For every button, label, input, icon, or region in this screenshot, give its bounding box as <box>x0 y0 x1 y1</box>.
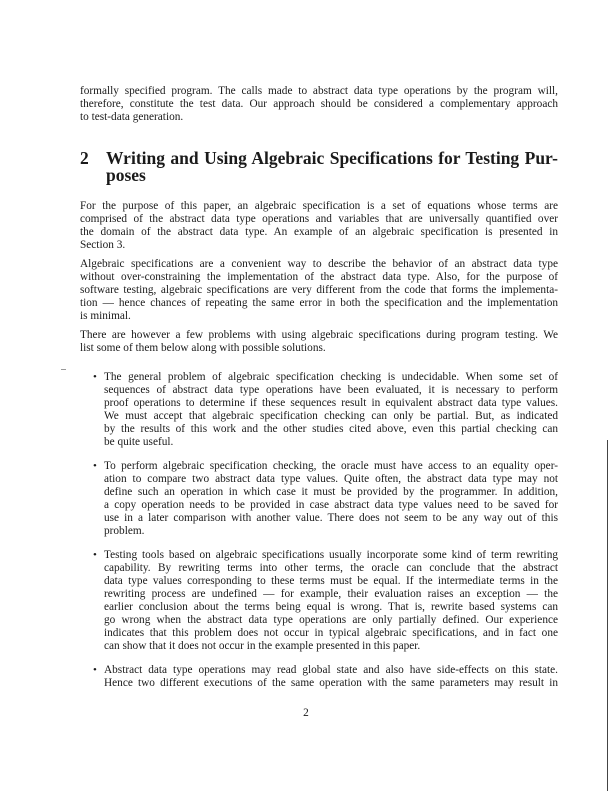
bullet-list <box>80 371 558 690</box>
scan-mark <box>61 369 66 370</box>
text-line: define such an operation in which case it must be provided by the programmer. In addition, <box>104 486 558 498</box>
list-item <box>80 664 558 690</box>
text-line: The general problem of algebraic specification checking is undecidable. When some set of <box>104 371 558 383</box>
text-line: For the purpose of this paper, an algebraic specification is a set of equations whose terms are <box>80 200 558 212</box>
paragraph <box>80 200 558 252</box>
text-line: the domain of the abstract data type. An example of an algebraic specification is presented in <box>80 226 558 238</box>
text-line: to test-data generation. <box>80 111 184 123</box>
section-number: 2 <box>80 148 89 168</box>
text-line: be quite useful. <box>104 436 174 448</box>
list-item <box>80 460 558 538</box>
text-line: formally specified program. The calls made to abstract data type operations by the program will, <box>80 85 558 97</box>
text-line: software testing, algebraic specifications are very different from the code that forms the implementa- <box>80 284 558 296</box>
text-line: can show that it does not occur in the example presented in this paper. <box>104 640 421 652</box>
text-line: Testing tools based on algebraic specifications usually incorporate some kind of term rewriting <box>104 549 558 561</box>
text-line: therefore, constitute the test data. Our approach should be considered a complementary approach <box>80 98 558 110</box>
section-heading <box>80 150 558 184</box>
text-line: To perform algebraic specification checking, the oracle must have access to an equality oper- <box>104 460 558 472</box>
text-line: use in a later comparison with another value. There does not seem to be any way out of this <box>104 512 558 524</box>
list-item <box>80 549 558 653</box>
text-line: is minimal. <box>80 310 131 322</box>
text-line: ation to compare two abstract data type values. Quite often, the abstract data type may not <box>104 473 558 485</box>
text-line: without over-constraining the implementation of the abstract data type. Also, for the purpose of <box>80 271 558 283</box>
text-line: capability. By rewriting terms into other terms, the oracle can conclude that the abstract <box>104 562 558 574</box>
text-line: We must accept that algebraic specification checking can only be partial. But, as indicated <box>104 410 558 422</box>
paragraph <box>80 258 558 323</box>
text-line: comprised of the abstract data type operations and variables that are universally quantified over <box>80 213 558 225</box>
list-item <box>80 371 558 449</box>
bullet-icon: • <box>93 460 97 472</box>
bullet-icon: • <box>93 371 97 383</box>
text-line: Section 3. <box>80 239 126 251</box>
text-line: tion — hence chances of repeating the same error in both the specification and the implementation <box>80 297 558 309</box>
text-line: earlier conclusion about the terms being equal is wrong. That is, rewrite based systems can <box>104 601 558 613</box>
page-body <box>80 85 558 701</box>
text-line: There are however a few problems with using algebraic specifications during program testing. We <box>80 329 558 341</box>
section-title-line: poses <box>106 165 146 185</box>
scan-edge-line <box>607 440 608 791</box>
text-line: Abstract data type operations may read global state and also have side-effects on this state. <box>104 664 558 676</box>
text-line: by the results of this work and the other studies cited above, even this partial checking can <box>104 423 558 435</box>
text-line: problem. <box>104 525 145 537</box>
text-line: proof operations to determine if these sequences result in equivalent abstract data type values. <box>104 397 558 409</box>
intro-paragraph <box>80 85 558 124</box>
section-title-line: Writing and Using Algebraic Specifications for Testing Pur- <box>106 148 558 168</box>
text-line: list some of them below along with possible solutions. <box>80 342 326 354</box>
text-line: sequences of abstract data type operations have been evaluated, it is necessary to perform <box>104 384 558 396</box>
text-line: a copy operation needs to be provided in case abstract data type values need to be saved for <box>104 499 558 511</box>
text-line: data type values corresponding to these terms must be equal. If the intermediate terms in the <box>104 575 558 587</box>
text-line: Algebraic specifications are a convenient way to describe the behavior of an abstract data type <box>80 258 558 270</box>
text-line: indicates that this problem does not occur in typical algebraic specifications, and in fact one <box>104 627 558 639</box>
paragraph <box>80 329 558 355</box>
bullet-icon: • <box>93 664 97 676</box>
text-line: go wrong when the abstract data type operations are only partially defined. Our experience <box>104 614 558 626</box>
text-line: Hence two different executions of the same operation with the same parameters may result in <box>104 677 558 689</box>
page-number: 2 <box>303 707 309 719</box>
text-line: rewriting process are undefined — for example, their evaluation raises an exception — the <box>104 588 558 600</box>
bullet-icon: • <box>93 549 97 561</box>
